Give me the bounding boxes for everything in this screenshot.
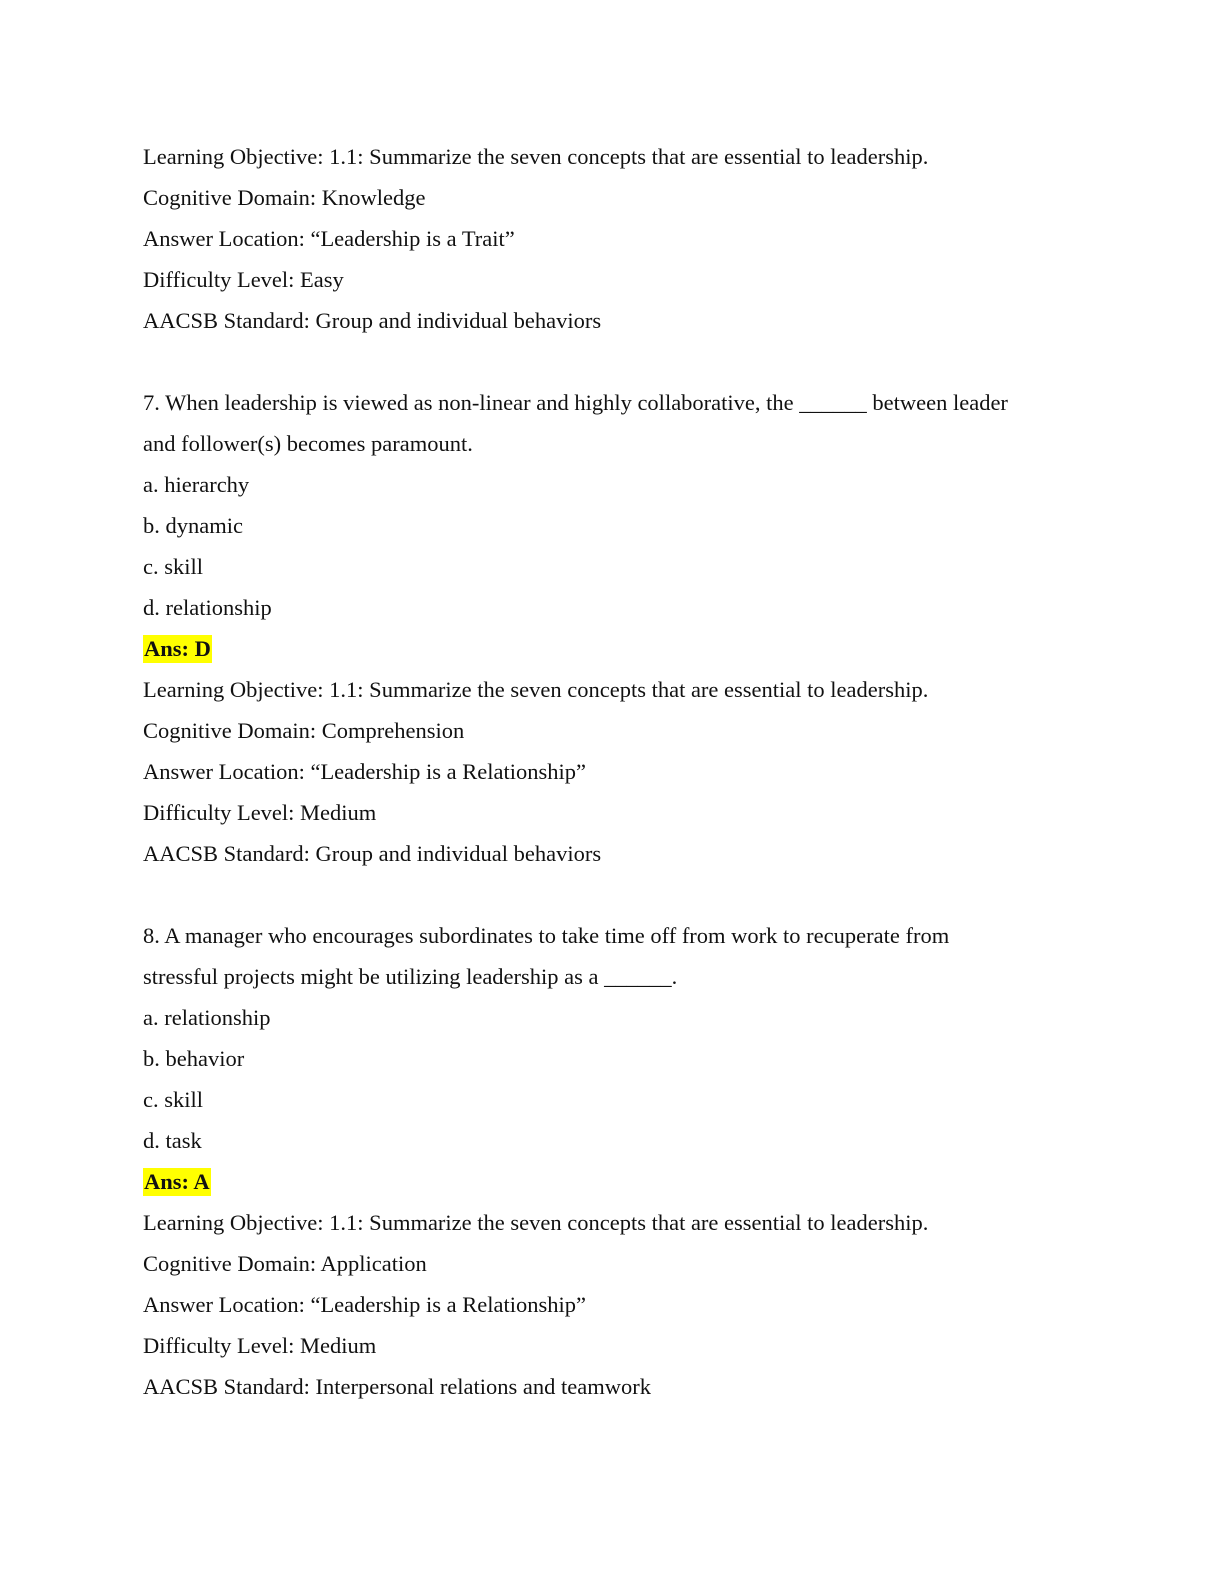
aacsb-standard: AACSB Standard: Interpersonal relations and teamwork — [143, 1374, 652, 1399]
cognitive-domain: Cognitive Domain: Knowledge — [143, 185, 426, 210]
learning-objective: Learning Objective: 1.1: Summarize the seven concepts that are essential to leadership. — [143, 144, 929, 169]
question-stem: and follower(s) becomes paramount. — [143, 431, 473, 456]
aacsb-standard: AACSB Standard: Group and individual behaviors — [143, 841, 602, 866]
difficulty-level: Difficulty Level: Medium — [143, 1333, 377, 1358]
option-b: b. behavior — [143, 1046, 245, 1071]
option-d: d. task — [143, 1128, 202, 1153]
difficulty-level: Difficulty Level: Medium — [143, 800, 377, 825]
answer-location: Answer Location: “Leadership is a Relationship” — [143, 759, 586, 784]
option-c: c. skill — [143, 1087, 203, 1112]
learning-objective: Learning Objective: 1.1: Summarize the seven concepts that are essential to leadership. — [143, 677, 929, 702]
aacsb-standard: AACSB Standard: Group and individual behaviors — [143, 308, 602, 333]
question-8 — [143, 915, 1083, 1407]
question-stem: 7. When leadership is viewed as non-linear and highly collaborative, the ______ between leader — [143, 390, 1008, 415]
answer-line — [143, 628, 1083, 669]
option-a: a. relationship — [143, 1005, 271, 1030]
option-a: a. hierarchy — [143, 472, 250, 497]
cognitive-domain: Cognitive Domain: Comprehension — [143, 718, 465, 743]
option-b: b. dynamic — [143, 513, 243, 538]
option-d: d. relationship — [143, 595, 272, 620]
spacer — [143, 341, 1083, 382]
question-7 — [143, 382, 1083, 874]
cognitive-domain: Cognitive Domain: Application — [143, 1251, 427, 1276]
answer-line — [143, 1161, 1083, 1202]
question-stem: stressful projects might be utilizing leadership as a ______. — [143, 964, 678, 989]
answer-location: Answer Location: “Leadership is a Trait” — [143, 226, 515, 251]
answer-highlight: Ans: D — [144, 636, 211, 661]
difficulty-level: Difficulty Level: Easy — [143, 267, 344, 292]
answer-highlight: Ans: A — [144, 1169, 210, 1194]
option-c: c. skill — [143, 554, 203, 579]
document-page — [143, 136, 1083, 1407]
learning-objective: Learning Objective: 1.1: Summarize the seven concepts that are essential to leadership. — [143, 1210, 929, 1235]
question-stem: 8. A manager who encourages subordinates to take time off from work to recuperate from — [143, 923, 950, 948]
previous-question-metadata — [143, 136, 1083, 341]
answer-location: Answer Location: “Leadership is a Relationship” — [143, 1292, 586, 1317]
spacer — [143, 874, 1083, 915]
